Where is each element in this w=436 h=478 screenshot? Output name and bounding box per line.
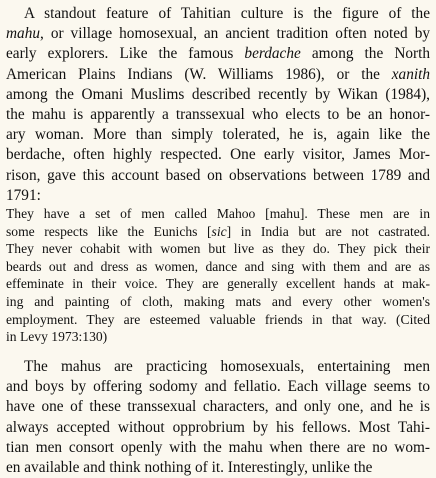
quote-line: effeminate in their voice. They are generally excellent hands at mak- — [6, 276, 430, 292]
text-line: mahu, or village homosexual, an ancient tradition often noted by — [6, 25, 430, 43]
quote-line: They have a set of men called Mahoo [mahu]. These men are in — [6, 206, 430, 221]
text-line: en available and think nothing of it. Interestingly, unlike the — [6, 459, 373, 477]
text-line: have one of these transsexual characters, and only one, and he is — [6, 398, 430, 416]
paragraph-mahu-intro — [6, 4, 430, 206]
quote-line: in Levy 1973:130) — [6, 329, 108, 345]
quote-line: ing and painting of cloth, making mats and every other women's — [6, 293, 430, 309]
text-line: among the Omani Muslims described recently by Wikan (1984), — [6, 85, 430, 103]
quote-line: some respects like the Eunichs [sic] in India but are not castrated. — [6, 223, 430, 239]
text-line: A standout feature of Tahitian culture is the figure of the — [24, 5, 430, 22]
block-quotation-morrison — [6, 205, 430, 346]
italic-term: sic — [211, 223, 227, 239]
text-line: The mahus are practicing homosexuals, entertaining men — [24, 358, 430, 375]
paragraph-mahu-practices — [6, 357, 430, 478]
quote-line: beards out and dress as women, dance and sing with them and are as — [6, 258, 430, 274]
text-line: early explorers. Like the famous berdache among the North — [6, 45, 431, 63]
text-line: American Plains Indians (W. Williams 1986), or the xanith — [6, 65, 430, 83]
text-line: ary woman. More than simply tolerated, he is, again like the — [6, 126, 430, 144]
text-line: rison, gave this account based on observations between 1789 and — [6, 166, 430, 184]
italic-term: xanith — [391, 65, 430, 83]
quote-line: employment. They are esteemed valuable friends in that way. (Cited — [6, 311, 430, 327]
italic-term: berdache — [244, 45, 301, 63]
text-line: and boys by offering sodomy and fellatio. Each village seems to — [6, 378, 430, 396]
text-line: 1791: — [6, 186, 41, 204]
text-line: berdache, often highly respected. One early visitor, James Mor- — [6, 146, 430, 164]
italic-term: mahu — [6, 25, 40, 43]
text-line: tian men consort openly with the mahu when there are no wom- — [6, 438, 430, 456]
quote-line: They never cohabit with women but live as they do. They pick their — [6, 241, 430, 257]
text-line: the mahu is apparently a transsexual who elects to be an honor- — [6, 106, 430, 124]
text-line: always accepted without opprobrium by his fellows. Most Tahi- — [6, 418, 430, 436]
